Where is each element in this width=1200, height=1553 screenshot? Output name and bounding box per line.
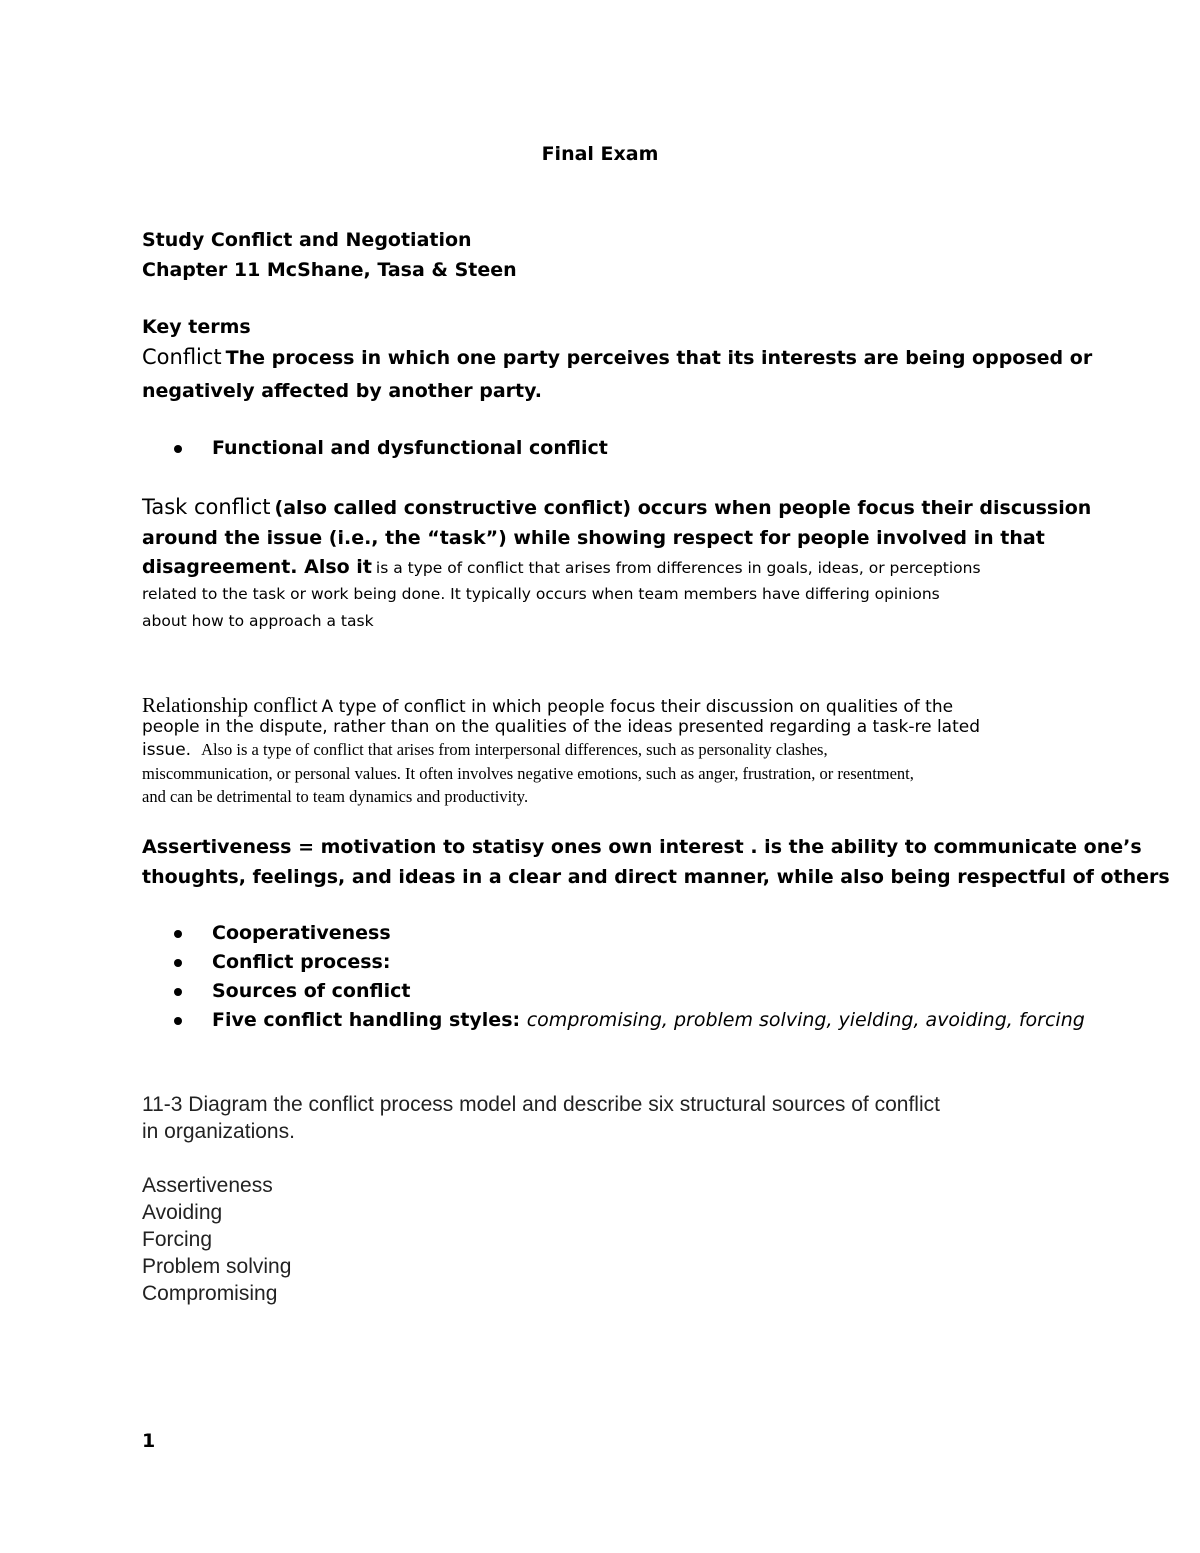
conflict-definition-line2: negatively affected by another party. [142,380,542,402]
style-item: Assertiveness [142,1174,273,1197]
list-item: Five conflict handling styles: compromising, problem solving, yielding, avoiding, forcing [172,1006,1085,1035]
list-item: Cooperativeness [172,919,1085,948]
page-title: Final Exam [541,143,659,165]
chapter-heading: Chapter 11 McShane, Tasa & Steen [142,259,517,281]
style-item: Avoiding [142,1201,223,1224]
bullet-list-1 [172,434,608,463]
bullet-icon [174,988,182,996]
task-conflict-line1: Task conflict (also called constructive conflict) occurs when people focus their discussion [142,495,1092,519]
study-heading: Study Conflict and Negotiation [142,229,472,251]
question-line1: 11-3 Diagram the conflict process model and describe six structural sources of conflict [142,1093,940,1116]
relationship-conflict-line3: issue. Also is a type of conflict that arises from interpersonal differences, such as personality clashes, [142,740,828,760]
task-conflict-line4: related to the task or work being done. It typically occurs when team members have differing opinions [142,585,940,603]
relationship-conflict-line5: and can be detrimental to team dynamics and productivity. [142,787,529,806]
bullet-icon [174,1017,182,1025]
conflict-definition-text: The process in which one party perceives that its interests are being opposed or [225,347,1093,369]
list-item: Sources of conflict [172,977,1085,1006]
bullet-list-2 [172,919,1085,1035]
assertiveness-line2: thoughts, feelings, and ideas in a clear and direct manner, while also being respectful of others [142,866,1170,888]
style-item: Compromising [142,1282,278,1305]
relationship-conflict-line2: people in the dispute, rather than on the qualities of the ideas presented regarding a task-re lated [142,717,981,737]
task-conflict-term: Task conflict [142,495,271,519]
page-number: 1 [142,1430,156,1452]
relationship-conflict-term: Relationship conflict [142,693,318,717]
style-item: Problem solving [142,1255,292,1278]
relationship-conflict-line4: miscommunication, or personal values. It often involves negative emotions, such as anger, frustration, or resentment, [142,764,914,783]
bullet-icon [174,445,182,453]
relationship-conflict-line1: Relationship conflict A type of conflict in which people focus their discussion on qualities of the [142,693,954,717]
task-conflict-line2: around the issue (i.e., the “task”) while showing respect for people involved in that [142,527,1045,549]
assertiveness-line1: Assertiveness = motivation to statisy ones own interest . is the ability to communicate one’s [142,836,1142,858]
list-item: Functional and dysfunctional conflict [172,434,608,463]
conflict-term: Conflict [142,345,222,369]
task-conflict-line3: disagreement. Also it is a type of conflict that arises from differences in goals, ideas, or perceptions [142,556,981,578]
conflict-definition-line1 [142,345,1092,369]
question-line2: in organizations. [142,1120,295,1143]
style-item: Forcing [142,1228,213,1251]
key-terms-heading: Key terms [142,316,251,338]
task-conflict-line5: about how to approach a task [142,612,374,630]
bullet-icon [174,930,182,938]
bullet-icon [174,959,182,967]
list-item: Conflict process: [172,948,1085,977]
